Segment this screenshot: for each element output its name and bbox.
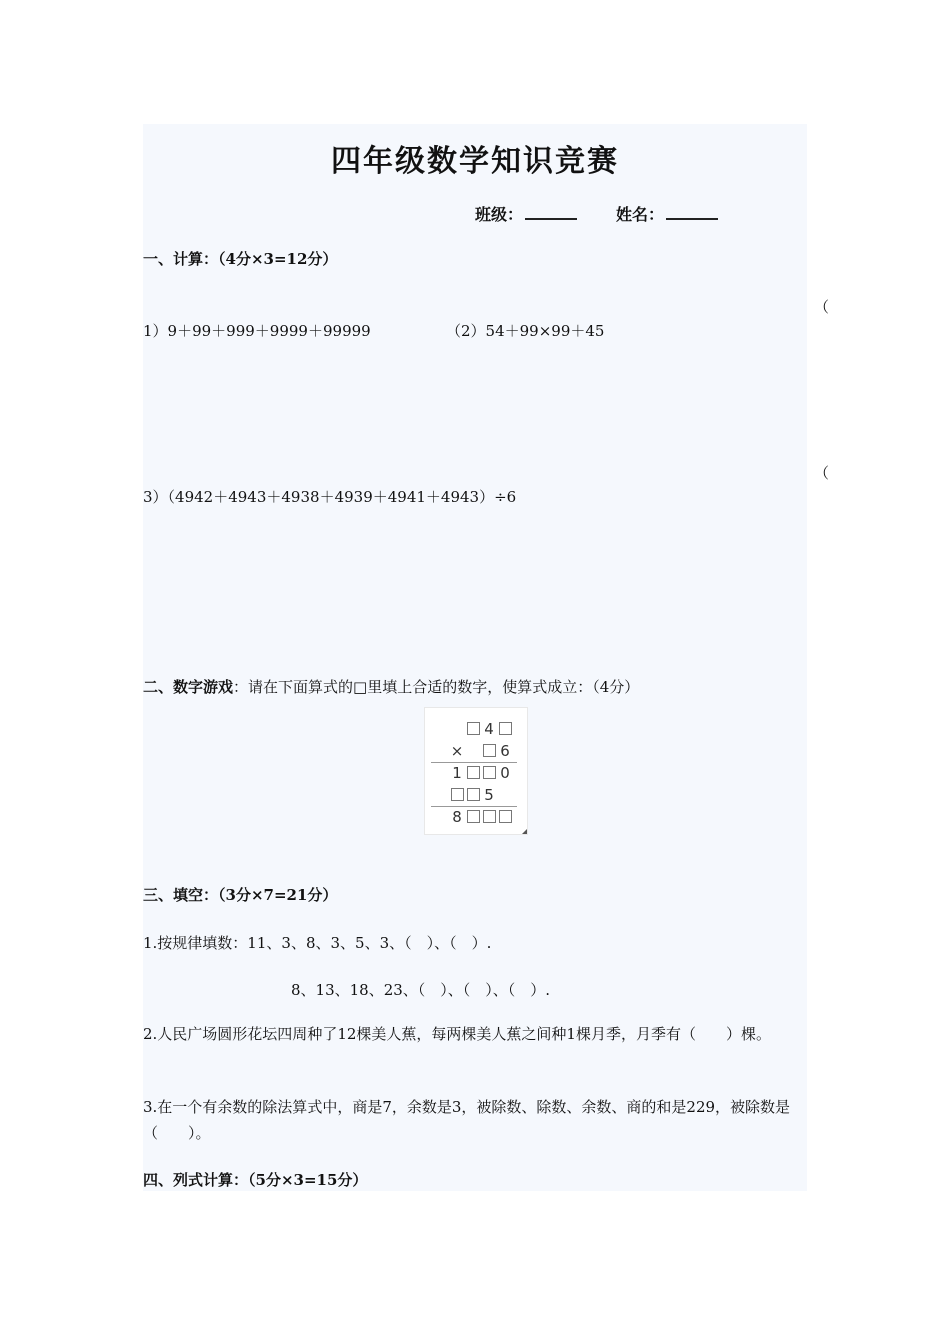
digit-box[interactable] [483,744,496,757]
times-sign: × [450,742,464,760]
digit: 8 [452,808,462,826]
digit-box[interactable] [499,810,512,823]
digit: 0 [500,764,510,782]
section2-instructions: ：请在下面算式的□里填上合适的数字，使算式成立：（4分） [233,678,640,696]
digit-box[interactable] [483,766,496,779]
page-title: 四年级数学知识竞赛 [331,144,619,179]
name-blank[interactable] [666,206,718,220]
digit-box[interactable] [467,722,480,735]
calc-question-1: 1）9＋99＋999＋9999＋99999 [143,322,371,340]
digit-box[interactable] [483,810,496,823]
calc-question-3: 3）（4942＋4943＋4938＋4939＋4941＋4943）÷6 [143,488,517,506]
digit-box[interactable] [467,788,480,801]
name-field [616,202,718,225]
digit-box[interactable] [499,722,512,735]
puzzle-row-3 [449,763,513,783]
digit-box[interactable] [451,788,464,801]
section2-heading [143,676,639,697]
fill-question-3: 3.在一个有余数的除法算式中，商是7，余数是3，被除数、除数、余数、商的和是229，被除数是（ ）。 [143,1098,791,1142]
fill-question-1a: 1.按规律填数：11、3、8、3、5、3、（ ）、（ ）. [143,934,492,952]
multiplication-puzzle [424,707,528,835]
name-label: 姓名： [616,205,665,224]
calc-question-2: （2）54＋99×99＋45 [446,322,605,340]
resize-handle-icon [522,829,527,834]
margin-paren: （ [814,298,830,316]
worksheet [143,124,807,1191]
class-label: 班级： [475,205,524,224]
puzzle-row-1 [465,719,513,739]
puzzle-row-2 [449,741,513,761]
section1-heading: 一、计算：（4分×3=12分） [143,250,338,268]
puzzle-row-4 [449,785,497,805]
digit: 4 [484,720,494,738]
digit-box[interactable] [467,766,480,779]
digit: 6 [500,742,510,760]
section2-title: 二、数字游戏 [143,678,234,696]
section4-heading: 四、列式计算：（5分×3=15分） [143,1171,368,1189]
digit: 5 [484,786,494,804]
digit-box[interactable] [467,810,480,823]
fill-question-1b: 8、13、18、23、（ ）、（ ）、（ ）. [291,981,551,999]
class-field [475,202,577,225]
margin-paren: （ [814,464,830,482]
digit: 1 [452,764,462,782]
class-blank[interactable] [525,206,577,220]
puzzle-row-5 [449,807,513,827]
section3-heading: 三、填空：（3分×7=21分） [143,886,338,904]
fill-question-2: 2.人民广场圆形花坛四周种了12棵美人蕉，每两棵美人蕉之间种1棵月季，月季有（ ）棵。 [143,1025,771,1043]
